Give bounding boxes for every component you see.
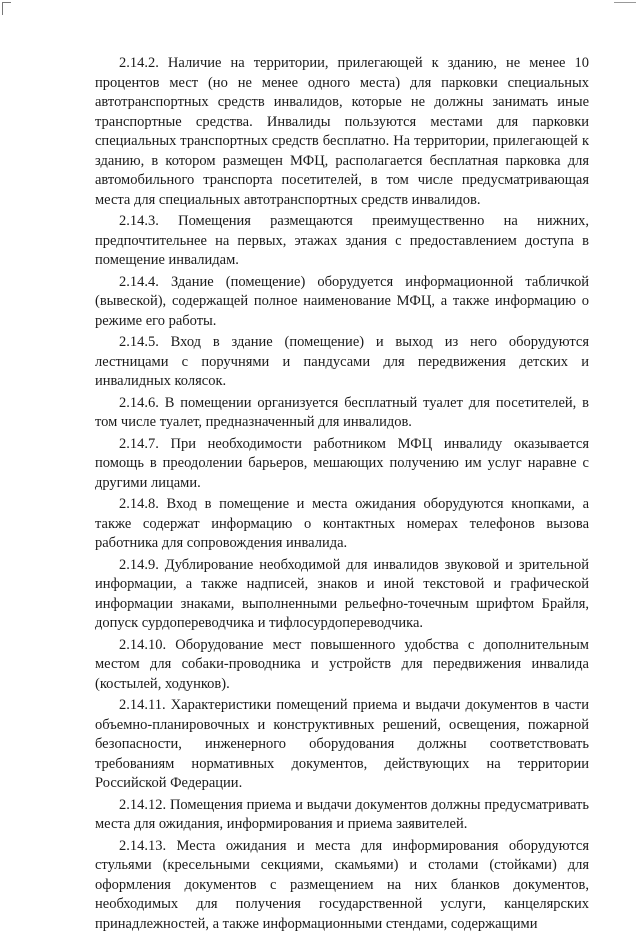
- paragraph-2-14-2: 2.14.2. Наличие на территории, прилегающей к зданию, не менее 10 процентов мест (но не менее одного места) для парковки специальных автотранспортных средств инвалидов, которые не должны занимать иные транспортные средства. Инвалиды пользуются местами для парковки специальных транспортных средств бесплатно. На территории, прилегающей к зданию, в котором размещен МФЦ, располагается бесплатная парковка для автомобильного транспорта посетителей, в том числе предусматривающая места для специальных автотранспортных средств инвалидов.: [95, 55, 589, 208]
- scan-corner-mark: [2, 2, 11, 15]
- paragraph-2-14-8: 2.14.8. Вход в помещение и места ожидания оборудуются кнопками, а также содержат информацию о контактных номерах телефонов вызова работника для сопровождения инвалида.: [95, 496, 589, 551]
- paragraph-2-14-11: 2.14.11. Характеристики помещений приема и выдачи документов в части объемно-планировочных и конструктивных решений, освещения, пожарной безопасности, инженерного оборудования должны соответствовать требованиям нормативных документов, действующих на территории Российской Федерации.: [95, 697, 589, 791]
- paragraph-2-14-4: 2.14.4. Здание (помещение) оборудуется информационной табличкой (вывеской), содержащей полное наименование МФЦ, а также информацию о режиме его работы.: [95, 273, 589, 329]
- paragraph-2-14-10: 2.14.10. Оборудование мест повышенного удобства с дополнительным местом для собаки-проводника и устройств для передвижения инвалида (костылей, ходунков).: [95, 636, 589, 692]
- document-page: [95, 54, 589, 936]
- scan-edge-mark: [614, 2, 636, 3]
- paragraph-2-14-7: 2.14.7. При необходимости работником МФЦ инвалиду оказывается помощь в преодолении барьеров, мешающих получению им услуг наравне с другими лицами.: [95, 435, 589, 491]
- paragraph-2-14-9: 2.14.9. Дублирование необходимой для инвалидов звуковой и зрительной информации, а также надписей, знаков и иной текстовой и графической информации знаками, выполненными рельефно-точечным шрифтом Брайля, допуск сурдопереводчика и тифлосурдопереводчика.: [95, 556, 589, 631]
- paragraph-2-14-12: 2.14.12. Помещения приема и выдачи документов должны предусматривать места для ожидания, информирования и приема заявителей.: [95, 796, 589, 832]
- paragraph-2-14-13: 2.14.13. Места ожидания и места для информирования оборудуются стульями (кресельными секциями, скамьями) и столами (стойками) для оформления документов с размещением на них бланков документов, необходимых для получения государственной услуги, канцелярских принадлежностей, а также информационными стендами, содержащими: [95, 837, 589, 932]
- paragraph-2-14-6: 2.14.6. В помещении организуется бесплатный туалет для посетителей, в том числе туалет, предназначенный для инвалидов.: [95, 394, 589, 430]
- paragraph-2-14-3: 2.14.3. Помещения размещаются преимущественно на нижних, предпочтительнее на первых, этажах здания с предоставлением доступа в помещение инвалидам.: [95, 213, 589, 268]
- paragraph-2-14-5: 2.14.5. Вход в здание (помещение) и выход из него оборудуются лестницами с поручнями и пандусами для передвижения детских и инвалидных колясок.: [95, 334, 589, 389]
